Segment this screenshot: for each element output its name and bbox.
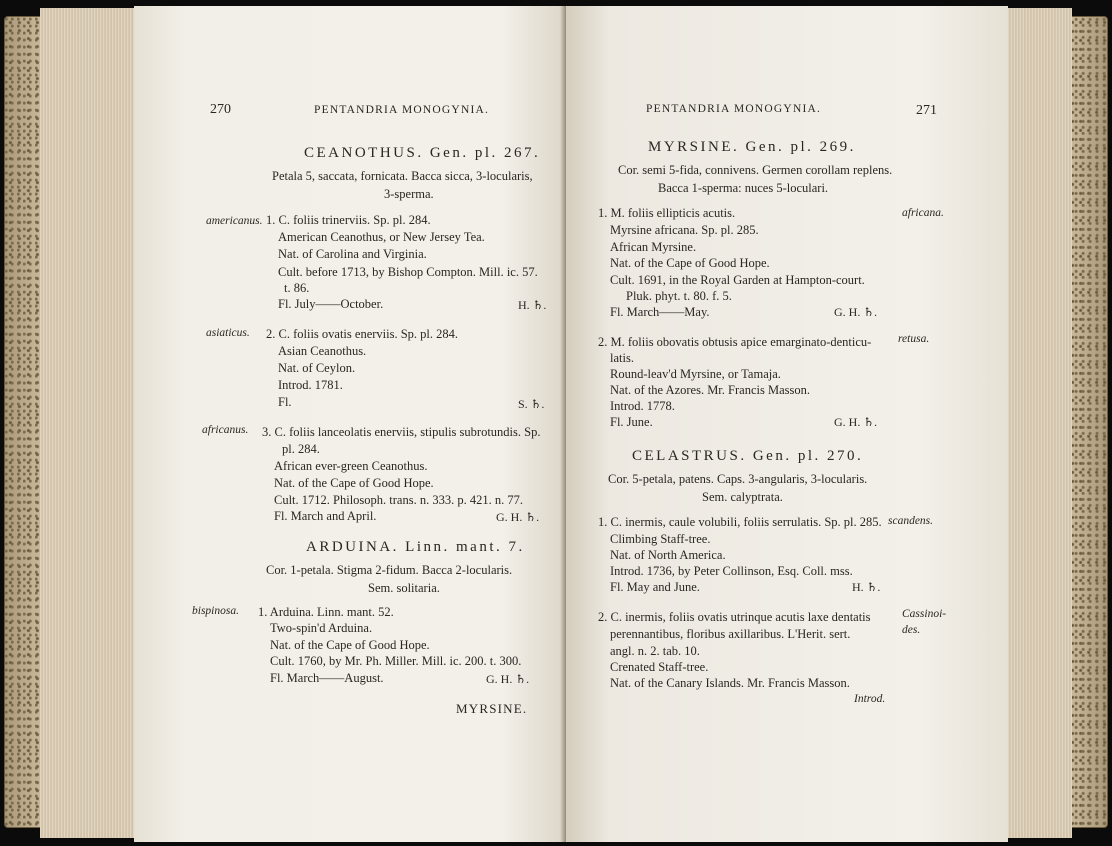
native-range: Nat. of Ceylon. xyxy=(278,361,356,375)
flowering: Fl. March——August. xyxy=(270,671,384,685)
species-entry: 1. C. foliis trinerviis. Sp. pl. 284. xyxy=(266,213,431,227)
right-cover-edge xyxy=(1066,16,1108,828)
species-entry: latis. xyxy=(610,351,634,365)
genus-description: Cor. 5-petala, patens. Caps. 3-angularis, 3-locularis. xyxy=(608,472,868,486)
catchword: MYRSINE. xyxy=(456,701,528,716)
page-number: 271 xyxy=(916,103,937,118)
species-epithet: africanus. xyxy=(202,424,249,436)
native-range: Nat. of Carolina and Virginia. xyxy=(278,247,427,261)
genus-description: Sem. solitaria. xyxy=(368,581,440,595)
species-entry: 3. C. foliis lanceolatis enerviis, stipulis subrotundis. Sp. xyxy=(262,425,541,439)
species-epithet: bispinosa. xyxy=(192,605,239,617)
habitat-code: G. H. ♄. xyxy=(496,510,540,524)
flowering: Fl. March——May. xyxy=(610,305,710,319)
cultivation: Cult. 1712. Philosoph. trans. n. 333. p. 421. n. 77. xyxy=(274,493,523,507)
species-entry: 1. M. foliis ellipticis acutis. xyxy=(598,206,736,220)
right-page xyxy=(566,6,1008,842)
genus-description: Cor. 1-petala. Stigma 2-fidum. Bacca 2-locularis. xyxy=(266,563,513,577)
running-head: PENTANDRIA MONOGYNIA. xyxy=(646,103,822,115)
cultivation: Cult. 1691, in the Royal Garden at Hampton-court. xyxy=(610,273,865,287)
species-entry: 2. C. inermis, foliis ovatis utrinque acutis laxe dentatis xyxy=(598,610,871,624)
habitat-code: H. ♄. xyxy=(518,298,547,312)
species-entry: perennantibus, floribus axillaribus. L'Herit. sert. xyxy=(610,627,851,641)
species-epithet: asiaticus. xyxy=(206,327,250,339)
common-name: Climbing Staff-tree. xyxy=(610,532,711,546)
species-entry: pl. 284. xyxy=(282,442,320,456)
open-book xyxy=(4,6,1108,842)
right-page-block xyxy=(1006,8,1072,838)
flowering: Fl. June. xyxy=(610,415,653,429)
synonym: Myrsine africana. Sp. pl. 285. xyxy=(610,223,759,237)
cultivation: Cult. before 1713, by Bishop Compton. Mill. ic. 57. xyxy=(278,265,538,279)
flowering: Fl. July——October. xyxy=(278,297,384,311)
species-entry: 1. Arduina. Linn. mant. 52. xyxy=(258,605,394,619)
running-head: PENTANDRIA MONOGYNIA. xyxy=(314,104,490,116)
common-name: Crenated Staff-tree. xyxy=(610,660,709,674)
genus-heading: CELASTRUS. Gen. pl. 270. xyxy=(632,448,864,464)
common-name: Round-leav'd Myrsine, or Tamaja. xyxy=(610,367,781,381)
reference: angl. n. 2. tab. 10. xyxy=(610,644,700,658)
flowering: Fl. March and April. xyxy=(274,509,377,523)
species-entry: 2. M. foliis obovatis obtusis apice emarginato-denticu- xyxy=(598,335,872,349)
habitat-code: G. H. ♄. xyxy=(834,415,878,429)
cultivation: Cult. 1760, by Mr. Ph. Miller. Mill. ic. 200. t. 300. xyxy=(270,654,522,668)
reference: Pluk. phyt. t. 80. f. 5. xyxy=(626,289,732,303)
native-range: Nat. of the Cape of Good Hope. xyxy=(610,256,770,270)
genus-description: Sem. calyptrata. xyxy=(702,490,783,504)
genus-description: Petala 5, saccata, fornicata. Bacca sicca, 3-locularis, xyxy=(272,169,533,183)
species-epithet: scandens. xyxy=(888,515,934,527)
genus-description: Bacca 1-sperma: nuces 5-loculari. xyxy=(658,181,829,195)
left-page xyxy=(134,6,566,842)
introduction: Introd. 1781. xyxy=(278,378,343,392)
left-page-block xyxy=(40,8,140,838)
common-name: Asian Ceanothus. xyxy=(278,344,367,358)
flowering: Fl. May and June. xyxy=(610,580,700,594)
species-epithet: Cassinoi- xyxy=(902,608,947,620)
cultivation: t. 86. xyxy=(284,281,310,295)
catchword: Introd. xyxy=(854,693,886,705)
habitat-code: H. ♄. xyxy=(852,580,881,594)
species-entry: 2. C. foliis ovatis enerviis. Sp. pl. 284. xyxy=(266,327,459,341)
introduction: Introd. 1778. xyxy=(610,399,675,413)
common-name: Two-spin'd Arduina. xyxy=(270,621,373,635)
native-range: Nat. of North America. xyxy=(610,548,726,562)
page-number: 270 xyxy=(210,102,231,117)
native-range: Nat. of the Cape of Good Hope. xyxy=(270,638,430,652)
genus-heading: MYRSINE. Gen. pl. 269. xyxy=(648,139,856,155)
native-range: Nat. of the Azores. Mr. Francis Masson. xyxy=(610,383,810,397)
common-name: African ever-green Ceanothus. xyxy=(274,459,428,473)
common-name: American Ceanothus, or New Jersey Tea. xyxy=(278,230,485,244)
habitat-code: G. H. ♄. xyxy=(834,305,878,319)
habitat-code: G. H. ♄. xyxy=(486,672,530,686)
introduction: Introd. 1736, by Peter Collinson, Esq. Coll. mss. xyxy=(610,564,853,578)
native-range: Nat. of the Cape of Good Hope. xyxy=(274,476,434,490)
common-name: African Myrsine. xyxy=(610,240,697,254)
species-epithet: retusa. xyxy=(898,333,930,345)
flowering: Fl. xyxy=(278,395,292,409)
species-epithet: des. xyxy=(902,624,921,636)
genus-heading: CEANOTHUS. Gen. pl. 267. xyxy=(304,145,541,161)
habitat-code: S. ♄. xyxy=(518,397,545,411)
genus-description: 3-sperma. xyxy=(384,187,434,201)
species-epithet: africana. xyxy=(902,207,944,219)
genus-heading: ARDUINA. Linn. mant. 7. xyxy=(306,539,525,555)
native-range: Nat. of the Canary Islands. Mr. Francis Masson. xyxy=(610,676,850,690)
species-epithet: americanus. xyxy=(206,215,263,227)
species-entry: 1. C. inermis, caule volubili, foliis serrulatis. Sp. pl. 285. xyxy=(598,515,882,529)
genus-description: Cor. semi 5-fida, connivens. Germen corollam replens. xyxy=(618,163,893,177)
